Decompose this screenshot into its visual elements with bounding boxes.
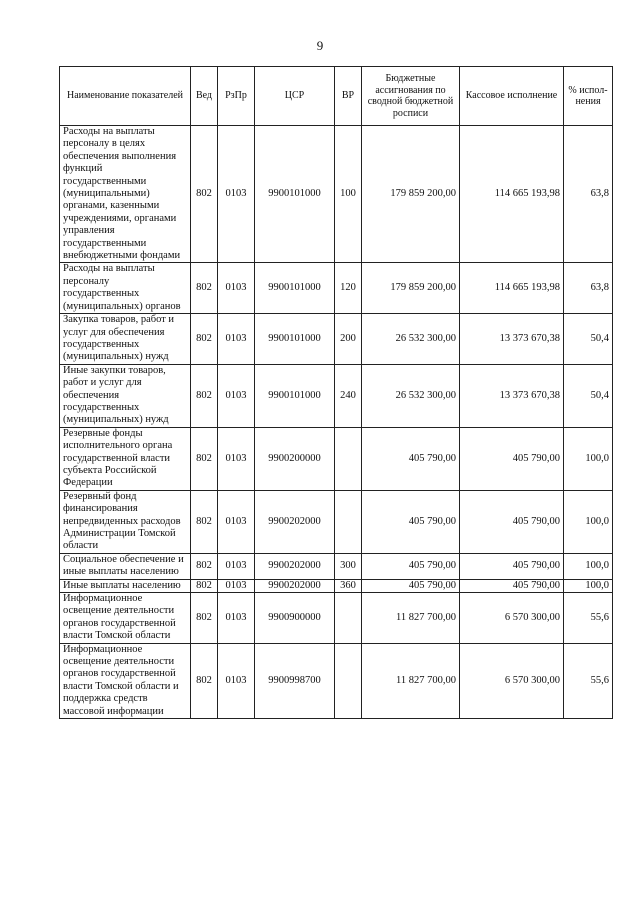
header-cash-execution: Кассовое исполнение [460,67,564,126]
header-budget-allocation: Бюджетные ассигнования по сводной бюджетной росписи [362,67,460,126]
table-body [60,126,613,719]
row-target-article: 9900101000 [255,263,335,314]
row-name: Иные выплаты населению [60,579,191,592]
row-target-article: 9900101000 [255,364,335,427]
row-section: 0103 [218,579,255,592]
table-row [60,579,613,592]
row-expense-type [335,490,362,553]
row-execution-percent: 63,8 [564,263,613,314]
row-section: 0103 [218,126,255,263]
header-indicator-name: Наименование показателей [60,67,191,126]
row-budget-allocation: 26 532 300,00 [362,364,460,427]
row-section: 0103 [218,364,255,427]
row-section: 0103 [218,593,255,644]
row-department: 802 [191,314,218,365]
row-budget-allocation: 405 790,00 [362,553,460,579]
row-execution-percent: 100,0 [564,427,613,490]
row-department: 802 [191,263,218,314]
row-execution-percent: 50,4 [564,314,613,365]
row-department: 802 [191,553,218,579]
row-target-article: 9900200000 [255,427,335,490]
header-expense-type: ВР [335,67,362,126]
row-budget-allocation: 11 827 700,00 [362,593,460,644]
row-name: Информационное освещение деятельности органов государственной власти Томской области и поддержка средств массовой информации [60,643,191,718]
row-budget-allocation: 405 790,00 [362,490,460,553]
row-expense-type: 200 [335,314,362,365]
row-name: Расходы на выплаты персоналу в целях обеспечения выполнения функций государственными (муниципальными) органами, казенными учреждениями, органами управления государственными внебюджетными фондами [60,126,191,263]
row-cash-execution: 6 570 300,00 [460,593,564,644]
row-expense-type: 240 [335,364,362,427]
header-row [60,67,613,126]
row-expense-type: 120 [335,263,362,314]
budget-execution-table [59,66,613,719]
row-department: 802 [191,126,218,263]
row-execution-percent: 55,6 [564,593,613,644]
row-budget-allocation: 179 859 200,00 [362,126,460,263]
row-cash-execution: 405 790,00 [460,553,564,579]
page-number: 9 [316,38,324,53]
row-execution-percent: 100,0 [564,579,613,592]
table-row [60,364,613,427]
table-row [60,490,613,553]
row-target-article: 9900998700 [255,643,335,718]
table-row [60,553,613,579]
row-name: Информационное освещение деятельности органов государственной власти Томской области [60,593,191,644]
row-section: 0103 [218,314,255,365]
row-name: Резервный фонд финансирования непредвиденных расходов Администрации Томской области [60,490,191,553]
row-department: 802 [191,364,218,427]
row-budget-allocation: 26 532 300,00 [362,314,460,365]
table-row [60,593,613,644]
row-execution-percent: 55,6 [564,643,613,718]
row-department: 802 [191,643,218,718]
row-target-article: 9900202000 [255,579,335,592]
row-cash-execution: 13 373 670,38 [460,314,564,365]
row-cash-execution: 405 790,00 [460,490,564,553]
table-row [60,314,613,365]
row-name: Иные закупки товаров, работ и услуг для обеспечения государственных (муниципальных) нужд [60,364,191,427]
row-expense-type: 300 [335,553,362,579]
header-department: Вед [191,67,218,126]
table-row [60,427,613,490]
row-cash-execution: 114 665 193,98 [460,126,564,263]
row-target-article: 9900101000 [255,126,335,263]
table-row [60,643,613,718]
row-section: 0103 [218,643,255,718]
row-name: Резервные фонды исполнительного органа государственной власти субъекта Российской Федерации [60,427,191,490]
row-expense-type: 100 [335,126,362,263]
table-row [60,126,613,263]
row-section: 0103 [218,553,255,579]
row-expense-type: 360 [335,579,362,592]
row-budget-allocation: 179 859 200,00 [362,263,460,314]
row-budget-allocation: 405 790,00 [362,579,460,592]
row-name: Социальное обеспечение и иные выплаты населению [60,553,191,579]
row-budget-allocation: 405 790,00 [362,427,460,490]
row-target-article: 9900202000 [255,553,335,579]
row-execution-percent: 100,0 [564,490,613,553]
row-department: 802 [191,593,218,644]
row-target-article: 9900900000 [255,593,335,644]
row-cash-execution: 405 790,00 [460,427,564,490]
row-cash-execution: 6 570 300,00 [460,643,564,718]
row-expense-type [335,593,362,644]
header-target-article: ЦСР [255,67,335,126]
row-section: 0103 [218,263,255,314]
header-execution-percent: % испол-нения [564,67,613,126]
row-department: 802 [191,490,218,553]
row-execution-percent: 50,4 [564,364,613,427]
row-cash-execution: 114 665 193,98 [460,263,564,314]
row-budget-allocation: 11 827 700,00 [362,643,460,718]
table-header [60,67,613,126]
row-name: Расходы на выплаты персоналу государственных (муниципальных) органов [60,263,191,314]
row-name: Закупка товаров, работ и услуг для обеспечения государственных (муниципальных) нужд [60,314,191,365]
row-target-article: 9900202000 [255,490,335,553]
row-section: 0103 [218,427,255,490]
row-expense-type [335,427,362,490]
row-section: 0103 [218,490,255,553]
row-expense-type [335,643,362,718]
row-cash-execution: 13 373 670,38 [460,364,564,427]
table-row [60,263,613,314]
row-cash-execution: 405 790,00 [460,579,564,592]
row-department: 802 [191,579,218,592]
header-section: РзПр [218,67,255,126]
row-execution-percent: 100,0 [564,553,613,579]
row-execution-percent: 63,8 [564,126,613,263]
row-target-article: 9900101000 [255,314,335,365]
row-department: 802 [191,427,218,490]
